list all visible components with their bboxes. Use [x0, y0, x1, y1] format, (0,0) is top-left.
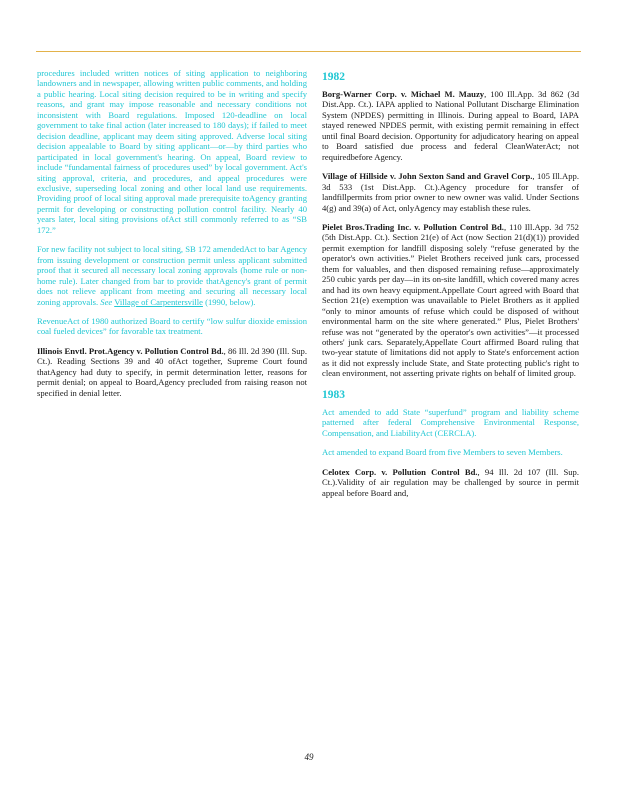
revenue-act-paragraph: RevenueAct of 1980 authorized Board to certify “low sulfur dioxide emission coal fueled devices” for favorable tax treatment. [37, 315, 307, 337]
left-column [37, 68, 307, 407]
borg-warner-entry [322, 89, 579, 162]
case-text: , 105 Ill.App. 3d 533 (1st Dist.App. Ct.).Agency procedure for transfer of landfillpermits from prior owner to new owner was valid. Under Sections 4(g) and 39(a) of Act, onlyAgency may establish these rules. [322, 171, 580, 213]
case-text: , 110 Ill.App. 3d 752 (5th Dist.App. Ct.). Section 21(e) of Act (now Section 21(d)(1)) provided permit exemption for landfill disposing solely “refuse generated by the operator's own activities.” Pielet Brothers received junk cars, processed them for valuables, and then disposed remaining refuse—approximately 250 cubic yards per day—in its on-site landfill, which covered many acres and had its own heavy equipment.Appellate Court agreed with Board that Section 21(e) exemption was unavailable to Pielet Brothers as it applied “only to minor amounts of refuse which could be disposed of without environmental harm on the site where generated.” Plus, Pielet Brothers' refuse was not “generated by the operator's own activities”—it processed others' junk cars. Separately,Appellate Court affirmed Board ruling that two-year statute of limitations did not apply to State's enforcement action as it did not expressly include State, and State protecting public's right to clean environment, not asserting private rights on behalf of limited group. [322, 221, 579, 379]
case-name: Celotex Corp. v. Pollution Control Bd. [322, 466, 478, 477]
case-text: , 86 Ill. 2d 390 (Ill. Sup. Ct.). Reading Sections 39 and 40 ofAct together, Supreme Court found thatAgency had duty to specify, in permit determination letter, reasons for permit denial; on appeal to Board,Agency precluded from raising reason not specified in denial letter. [37, 345, 307, 398]
case-name: Village of Hillside v. John Sexton Sand and Gravel Corp. [322, 171, 533, 182]
celotex-entry [322, 467, 579, 498]
case-name: Pielet Bros.Trading Inc. v. Pollution Control Bd. [322, 221, 504, 232]
case-text: , 100 Ill.App. 3d 862 (3d Dist.App. Ct.). IAPA applied to National Pollutant Discharge Elimination System (NPDES) permitting in Illinois. During appeal to Board, IAPA stayed renewed NPDES permit, with existing permit remaining in effect until final Board decision. Opportunity for adjudicatory hearing on appeal to Board satisfied due process and federal CleanWaterAct; not requiredbefore Agency. [322, 89, 579, 162]
carpentersville-tail: (1990, below). [205, 296, 256, 307]
year-heading-1982: 1982 [322, 71, 345, 83]
sb172-procedures-paragraph: procedures included written notices of siting application to neighboring landowners and in newspaper, allowing written public comments, and holding a public hearing. Local siting decision required to be in writing and specify reasons, and grant may impose reasonable and necessary conditions not inconsistent with Board regulations. Imposed 120-deadline on local government to take final action (later increased to 180 days); if failed to meet decision deadline, applicant may deem siting approved. Adverse local siting decision appealable to Board by siting applicant—or—by third parties who participated in local government's hearing. On appeal, Board review to include “fundamental fairness of procedures used” by local government. Act's siting approval, criteria, and procedures, and appeal procedures were exclusive, superseding local zoning and other local land use requirements. Providing proof of local siting approval made prerequisite toAgency granting permit for developing or constructing pollution control facility. Nearly 40 years later, local siting provisions ofAct still commonly referred to as “SB 172.” [37, 68, 307, 235]
case-name: Illinois Envtl. Prot.Agency v. Pollution Control Bd. [37, 345, 224, 356]
case-name: Borg-Warner Corp. v. Michael M. Mauzy [322, 89, 485, 99]
right-column [322, 70, 579, 507]
case-text: , 94 Ill. 2d 107 (Ill. Sup. Ct.).Validity of air regulation may be challenged by source in permit appeal before Board and, [322, 466, 579, 498]
carpentersville-link[interactable]: Village of Carpentersville [114, 296, 203, 307]
page-number: 49 [304, 752, 314, 762]
year-heading-1983: 1983 [322, 388, 345, 401]
hillside-entry [322, 171, 579, 213]
pielet-entry [322, 222, 579, 379]
new-facility-paragraph [37, 244, 307, 307]
board-expansion-paragraph: Act amended to expand Board from five Members to seven Members. [322, 447, 563, 458]
see-signal: See [100, 296, 113, 307]
superfund-paragraph: Act amended to add State “superfund” program and liability scheme patterned after federal Comprehensive Environmental Response, Compensation, and LiabilityAct (CERCLA). [322, 406, 579, 438]
new-facility-text: For new facility not subject to local siting, SB 172 amendedAct to bar Agency from issuing development or construction permit unless applicant submitted proof that it secured all necessary local zoning approvals (home rule or non-home rule). Later changed from bar to provide thatAgency's grant of permit does not relieve applicant from meeting and securing all necessary local zoning approvals. [37, 244, 307, 307]
header-rule [36, 51, 581, 52]
iepa-v-pcb-entry [37, 346, 307, 398]
